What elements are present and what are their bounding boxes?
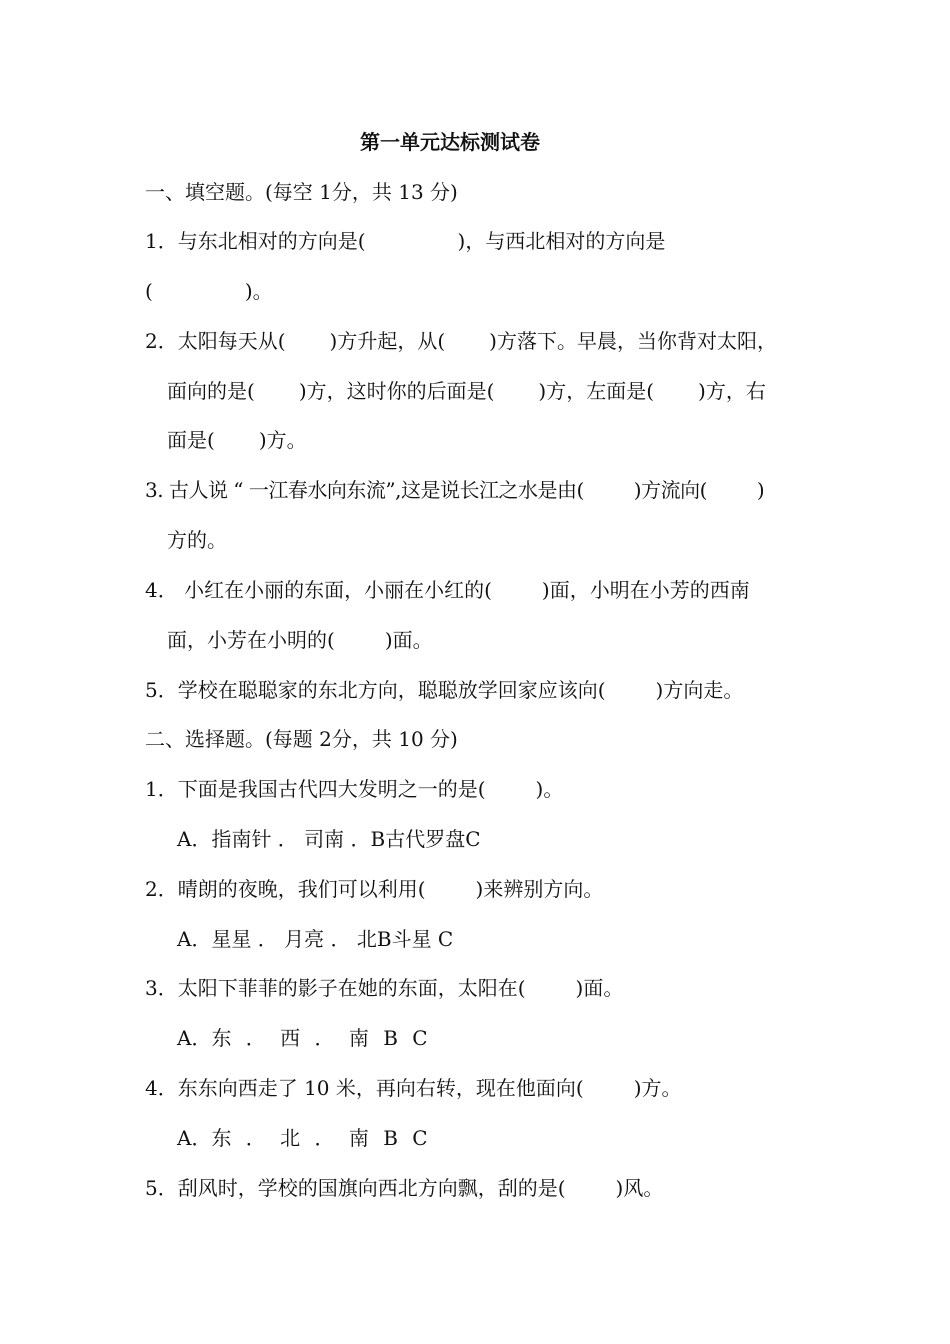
text: )方，左面是( xyxy=(538,379,655,403)
s2-q1-options[interactable]: A．指南针 ． 司南 ．B古代罗盘C xyxy=(177,827,481,851)
text: )方向走。 xyxy=(655,678,744,702)
text: )方。 xyxy=(258,428,307,452)
text: )方升起，从( xyxy=(329,329,446,353)
s2-q3-options[interactable]: A．东 ． 西 ． 南 B C xyxy=(177,1026,428,1050)
text: 5．刮风时，学校的国旗向西北方向飘，刮的是( xyxy=(145,1176,566,1200)
text: )来辨别方向。 xyxy=(475,877,604,901)
section2-heading: 二、选择题。(每题 2分，共 10 分) xyxy=(145,727,458,751)
section1-heading: 一、填空题。(每空 1分，共 13 分) xyxy=(145,180,458,204)
text: 面，小芳在小明的( xyxy=(167,628,335,652)
text: 1．下面是我国古代四大发明之一的是( xyxy=(145,777,486,801)
s1-q1-line1 xyxy=(145,229,665,253)
text: 2．晴朗的夜晚，我们可以利用( xyxy=(145,877,426,901)
s1-q1-line2 xyxy=(145,279,273,303)
s1-q2-line3 xyxy=(167,428,307,452)
exam-title: 第一单元达标测试卷 xyxy=(360,130,540,154)
text: )方流向( xyxy=(633,478,707,502)
text: ) xyxy=(756,478,765,502)
text: )。 xyxy=(535,777,564,801)
text: )方，这时你的后面是( xyxy=(298,379,495,403)
s1-q5-line xyxy=(145,678,743,702)
s1-q4-line1 xyxy=(145,578,750,602)
text: )。 xyxy=(244,279,273,303)
s2-q4-line xyxy=(145,1076,682,1100)
s1-q4-line2 xyxy=(167,628,433,652)
text: )面。 xyxy=(384,628,433,652)
text: )面。 xyxy=(575,976,624,1000)
text: ( xyxy=(145,279,153,303)
text: )方。 xyxy=(633,1076,682,1100)
s2-q4-options[interactable]: A．东 ． 北 ． 南 B C xyxy=(177,1126,428,1150)
text: )面，小明在小芳的西南 xyxy=(541,578,750,602)
text: 4．东东向西走了 10 米，再向右转，现在他面向( xyxy=(145,1076,584,1100)
s1-q3-line1 xyxy=(145,478,764,502)
text: 面向的是( xyxy=(167,379,255,403)
text: )方，右 xyxy=(698,379,766,403)
text: 面是( xyxy=(167,428,215,452)
s2-q5-line xyxy=(145,1176,663,1200)
s2-q3-line xyxy=(145,976,623,1000)
s1-q3-line2: 方的。 xyxy=(167,528,227,552)
text: 1．与东北相对的方向是( xyxy=(145,229,366,253)
text: )，与西北相对的方向是 xyxy=(457,229,666,253)
s1-q2-line2 xyxy=(167,379,766,403)
s2-q2-line xyxy=(145,877,603,901)
s2-q1-line xyxy=(145,777,563,801)
text: )方落下。早晨，当你背对太阳， xyxy=(489,329,777,353)
text: 3. 古人说 “ 一江春水向东流”,这是说长江之水是由( xyxy=(145,478,584,502)
s2-q2-options[interactable]: A．星星 ． 月亮 ． 北B斗星 C xyxy=(177,927,454,951)
text: 4． 小红在小丽的东面，小丽在小红的( xyxy=(145,578,492,602)
text: 5．学校在聪聪家的东北方向，聪聪放学回家应该向( xyxy=(145,678,606,702)
text: 3．太阳下菲菲的影子在她的东面，太阳在( xyxy=(145,976,526,1000)
s1-q2-line1 xyxy=(145,329,777,353)
text: 2．太阳每天从( xyxy=(145,329,286,353)
text: )风。 xyxy=(615,1176,664,1200)
